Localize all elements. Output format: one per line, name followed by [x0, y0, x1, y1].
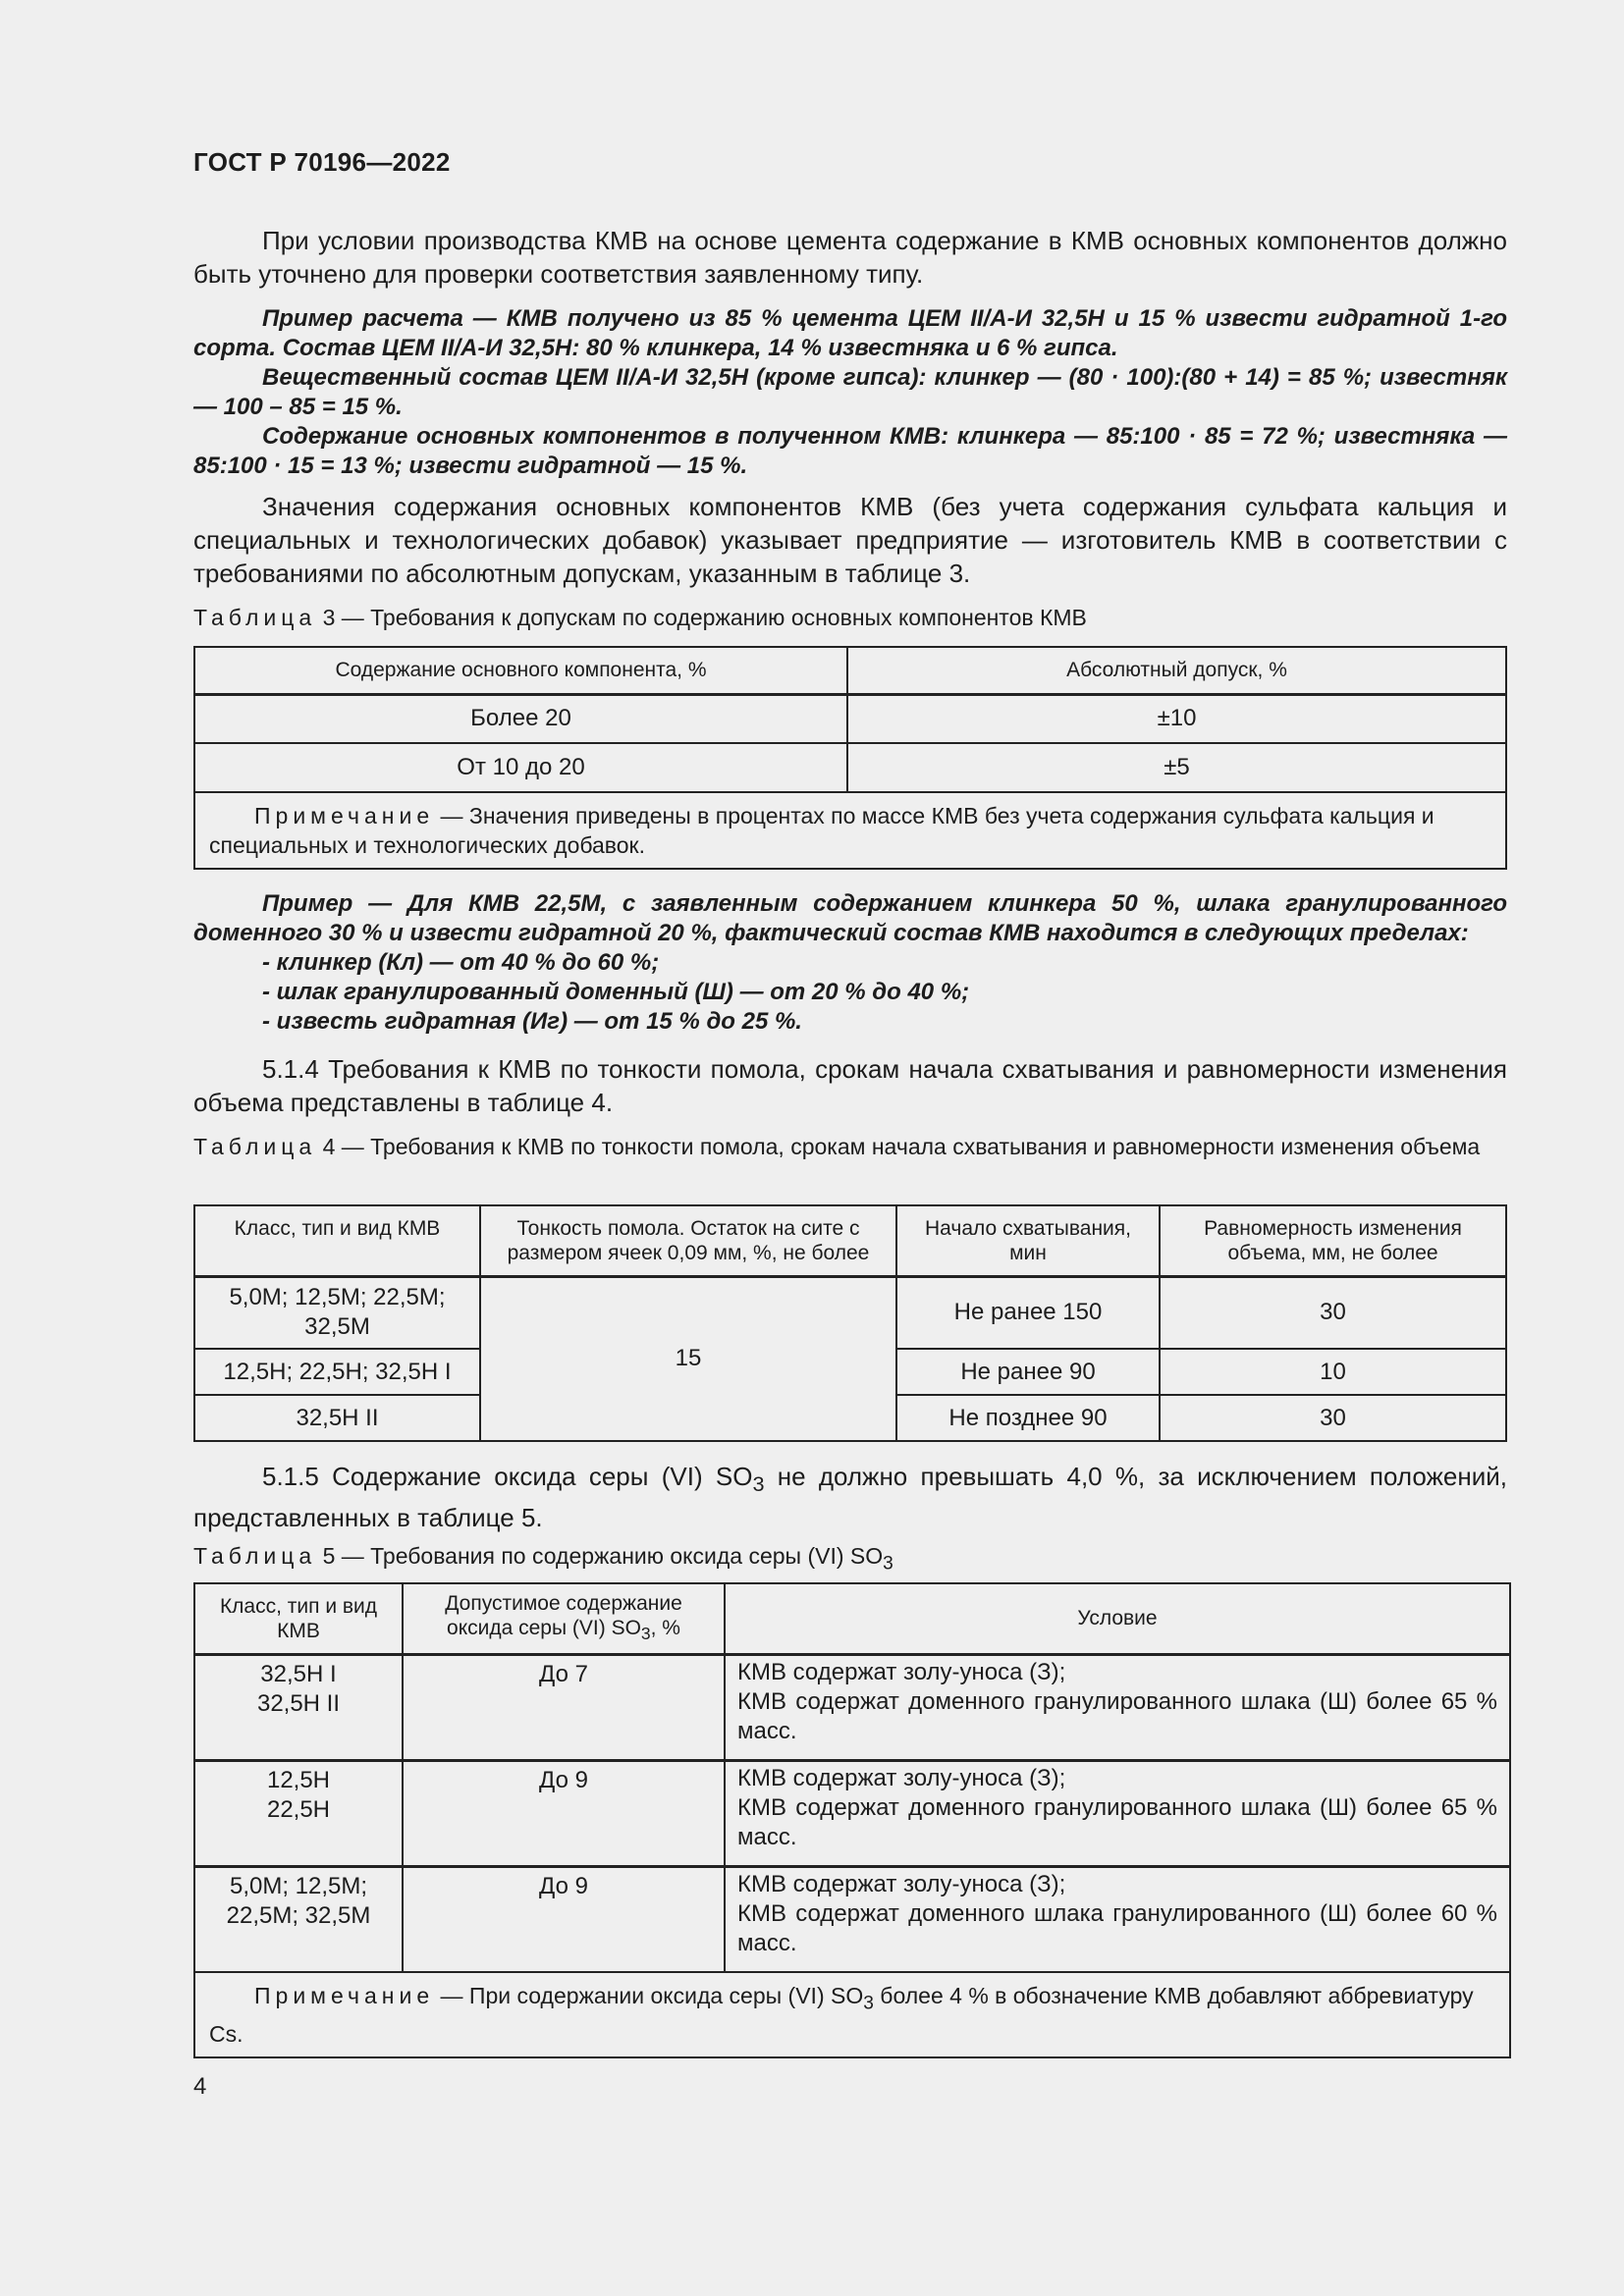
table3-cell: ±5: [847, 743, 1506, 792]
table5-header-so3: [403, 1583, 725, 1654]
table5-header-so3-b: , %: [650, 1616, 680, 1639]
para4-text-b: не должно превышать 4,0 %, за исключением положений, представленных в таблице 5.: [193, 1462, 1508, 1533]
table4-cell-soundness: 30: [1160, 1276, 1506, 1349]
table5-note: [194, 1972, 1510, 2057]
table4-caption: [193, 1132, 1507, 1161]
table4-caption-text: 4 — Требования к КМВ по тонкости помола, срокам начала схватывания и равномерности изменения объема: [316, 1134, 1481, 1159]
table5-cell-class: 5,0М; 12,5М; 22,5М; 32,5М: [194, 1866, 403, 1972]
table4-header-setting: Начало схватывания, мин: [896, 1205, 1160, 1276]
table5-note-label: Примечание: [254, 1983, 435, 2008]
table4-cell-setting: Не ранее 150: [896, 1276, 1160, 1349]
table5-caption-label: Таблица: [193, 1543, 317, 1569]
paragraph-5-1-5: [193, 1460, 1507, 1534]
table4-cell-class: 12,5Н; 22,5Н; 32,5Н I: [194, 1349, 480, 1395]
table3-note: [194, 792, 1506, 869]
table4-cell-class: 5,0М; 12,5М; 22,5М; 32,5М: [194, 1276, 480, 1349]
table-5: [193, 1582, 1511, 2058]
page-number: 4: [193, 2073, 207, 2100]
table5-note-a: — При содержании оксида серы (VI) SO: [434, 1983, 864, 2008]
table5-cell-class: 12,5Н 22,5Н: [194, 1760, 403, 1866]
table4-cell-soundness: 30: [1160, 1395, 1506, 1441]
table5-cell-condition: КМВ содержат золу-уноса (З); КМВ содержат доменного гранулированного шлака (Ш) более 65 % масс.: [725, 1654, 1510, 1760]
calculation-example: [193, 304, 1507, 481]
table5-header-so3-sub: 3: [640, 1623, 651, 1643]
paragraph-tolerances: Значения содержания основных компонентов КМВ (без учета содержания сульфата кальция и специальных и технологических добавок) указывает предприятие — изготовитель КМВ в соответствии с требованиями по абсолютным допускам, указанным в таблице 3.: [193, 492, 1507, 588]
table5-caption-sub: 3: [883, 1553, 893, 1575]
table3-note-text: — Значения приведены в процентах по массе КМВ без учета содержания сульфата кальция и специальных и технологических добавок.: [209, 803, 1435, 858]
table5-header-so3-a: Допустимое содержание оксида серы (VI) SO: [445, 1591, 682, 1639]
table5-caption-text: 5 — Требования по содержанию оксида серы (VI) SO: [316, 1543, 884, 1569]
table4-cell-class: 32,5Н II: [194, 1395, 480, 1441]
table4-header-fineness: Тонкость помола. Остаток на сите с размером ячеек 0,09 мм, %, не более: [480, 1205, 896, 1276]
table3-caption-label: Таблица: [193, 605, 317, 630]
table3-cell: От 10 до 20: [194, 743, 847, 792]
table3-cell: Более 20: [194, 694, 847, 743]
table4-header-soundness: Равномерность изменения объема, мм, не более: [1160, 1205, 1506, 1276]
para4-sub: 3: [752, 1471, 765, 1497]
table-4: [193, 1204, 1507, 1442]
example2-item-clinker: - клинкер (Кл) — от 40 % до 60 %;: [262, 949, 660, 976]
table4-cell-fineness: 15: [480, 1276, 896, 1441]
example2-intro: Пример — Для КМВ 22,5М, с заявленным содержанием клинкера 50 %, шлака гранулированного доменного 30 % и извести гидратной 20 %, фактический состав КМВ находится в следующих пределах:: [193, 890, 1507, 946]
table5-cell-condition: КМВ содержат золу-уноса (З); КМВ содержат доменного гранулированного шлака (Ш) более 65 % масс.: [725, 1760, 1510, 1866]
table5-note-sub: 3: [863, 1993, 874, 2014]
table4-cell-setting: Не ранее 90: [896, 1349, 1160, 1395]
paragraph-cement-basis: При условии производства КМВ на основе цемента содержание в КМВ основных компонентов должно быть уточнено для проверки соответствия заявленному типу.: [193, 226, 1507, 289]
table4-cell-soundness: 10: [1160, 1349, 1506, 1395]
para4-text-a: 5.1.5 Содержание оксида серы (VI) SO: [262, 1462, 753, 1491]
table-3: [193, 646, 1507, 870]
example-line-3: Содержание основных компонентов в полученном КМВ: клинкера — 85:100 · 85 = 72 %; известняка — 85:100 · 15 = 13 %; извести гидратной — 15 %.: [193, 423, 1507, 479]
table3-cell: ±10: [847, 694, 1506, 743]
table5-header-condition: Условие: [725, 1583, 1510, 1654]
table5-note-b: более 4 % в обозначение КМВ добавляют аббревиатуру Cs.: [209, 1983, 1474, 2047]
table3-header-tolerance: Абсолютный допуск, %: [847, 647, 1506, 694]
example2-item-lime: - известь гидратная (Иг) — от 15 % до 25 %.: [262, 1008, 802, 1035]
table3-note-label: Примечание: [254, 803, 435, 828]
example2-item-slag: - шлак гранулированный доменный (Ш) — от 20 % до 40 %;: [262, 979, 970, 1005]
table3-header-content: Содержание основного компонента, %: [194, 647, 847, 694]
table4-header-class: Класс, тип и вид КМВ: [194, 1205, 480, 1276]
table5-header-class: Класс, тип и вид КМВ: [194, 1583, 403, 1654]
table5-cell-max: До 7: [403, 1654, 725, 1760]
table5-cell-max: До 9: [403, 1866, 725, 1972]
example-line-1: Пример расчета — КМВ получено из 85 % цемента ЦЕМ II/А-И 32,5Н и 15 % извести гидратной 1-го сорта. Состав ЦЕМ II/А-И 32,5Н: 80 % клинкера, 14 % известняка и 6 % гипса.: [193, 305, 1507, 361]
composition-example: [193, 889, 1507, 1037]
paragraph-5-1-4: 5.1.4 Требования к КМВ по тонкости помола, срокам начала схватывания и равномерности изменения объема представлены в таблице 4.: [193, 1054, 1507, 1117]
table5-caption: [193, 1541, 1507, 1579]
table4-cell-setting: Не позднее 90: [896, 1395, 1160, 1441]
standard-header: ГОСТ Р 70196—2022: [193, 147, 451, 177]
table5-cell-max: До 9: [403, 1760, 725, 1866]
table5-cell-condition: КМВ содержат золу-уноса (З); КМВ содержат доменного шлака гранулированного (Ш) более 60 % масс.: [725, 1866, 1510, 1972]
example-line-2: Вещественный состав ЦЕМ II/А-И 32,5Н (кроме гипса): клинкер — (80 · 100):(80 + 14) = 85 %; известняк — 100 – 85 = 15 %.: [193, 364, 1507, 420]
table5-cell-class: 32,5Н I 32,5Н II: [194, 1654, 403, 1760]
table4-caption-label: Таблица: [193, 1134, 317, 1159]
table3-caption: [193, 603, 1507, 632]
table3-caption-text: 3 — Требования к допускам по содержанию основных компонентов КМВ: [316, 605, 1087, 630]
